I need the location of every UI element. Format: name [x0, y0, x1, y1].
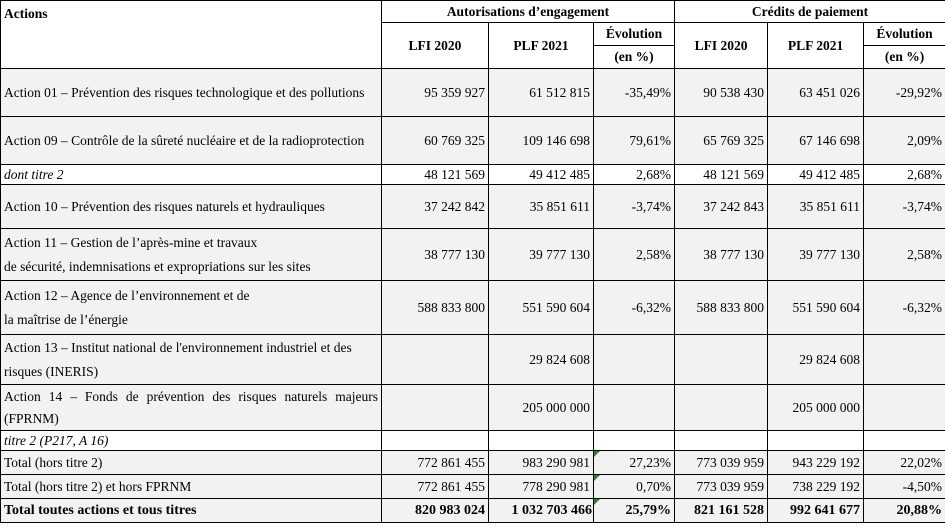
- ae-plf-cell: 49 412 485: [489, 165, 594, 185]
- ae-plf-cell: 778 290 981: [489, 475, 594, 499]
- cp-lfi-cell: 48 121 569: [675, 165, 768, 185]
- table-row-total-hors-fprnm: [1, 475, 945, 499]
- cp-evolution-cell: -3,74%: [864, 185, 945, 229]
- row-label: Action 13 – Institut national de l'environnement industriel et des risques (INERIS): [1, 335, 382, 385]
- ae-lfi-cell: 37 242 842: [382, 185, 489, 229]
- table-row-action-13: [1, 335, 945, 385]
- cp-lfi-cell: 588 833 800: [675, 281, 768, 335]
- ae-evolution-cell: -6,32%: [594, 281, 675, 335]
- cp-evolution-unit: (en %): [864, 46, 945, 69]
- cp-evolution-cell: [864, 335, 945, 385]
- ae-evolution-cell: [594, 385, 675, 431]
- cp-plf-cell: 63 451 026: [768, 69, 864, 117]
- cp-evolution-cell: [864, 385, 945, 431]
- ae-lfi-cell: 772 861 455: [382, 451, 489, 475]
- cp-evolution-header: Évolution: [864, 23, 945, 46]
- row-label-line-2: de sécurité, indemnisations et expropriations sur les sites: [4, 258, 311, 274]
- cp-plf-cell: 39 777 130: [768, 229, 864, 281]
- row-label: Action 01 – Prévention des risques technologique et des pollutions: [1, 69, 382, 117]
- ae-lfi-cell: 38 777 130: [382, 229, 489, 281]
- cp-lfi-cell: [675, 431, 768, 451]
- row-label: Action 09 – Contrôle de la sûreté nucléaire et de la radioprotection: [1, 117, 382, 165]
- cp-evolution-cell: 22,02%: [864, 451, 945, 475]
- row-label: Action 14 – Fonds de prévention des risques naturels majeurs (FPRNM): [1, 385, 382, 431]
- cp-lfi-cell: [675, 335, 768, 385]
- ae-lfi-cell: [382, 431, 489, 451]
- ae-lfi-cell: 772 861 455: [382, 475, 489, 499]
- ae-evolution-cell: 25,79%: [594, 499, 675, 523]
- ae-lfi-cell: 60 769 325: [382, 117, 489, 165]
- row-label: Total toutes actions et tous titres: [1, 499, 382, 523]
- cp-plf-cell: 35 851 611: [768, 185, 864, 229]
- ae-plf-cell: [489, 431, 594, 451]
- ae-plf-cell: 61 512 815: [489, 69, 594, 117]
- cp-lfi-cell: 90 538 430: [675, 69, 768, 117]
- cp-lfi-cell: 38 777 130: [675, 229, 768, 281]
- ae-evolution-cell: [594, 431, 675, 451]
- actions-header: Actions: [1, 1, 382, 69]
- cp-lfi-cell: [675, 385, 768, 431]
- cp-plf-cell: 49 412 485: [768, 165, 864, 185]
- cp-evolution-cell: -4,50%: [864, 475, 945, 499]
- table-row-action-01: [1, 69, 945, 117]
- cp-lfi-cell: 65 769 325: [675, 117, 768, 165]
- ae-lfi-header: LFI 2020: [382, 23, 489, 69]
- cp-plf-cell: 67 146 698: [768, 117, 864, 165]
- ae-evolution-cell: 2,58%: [594, 229, 675, 281]
- ae-plf-cell: 1 032 703 466: [489, 499, 594, 523]
- ae-lfi-cell: 95 359 927: [382, 69, 489, 117]
- cp-evolution-cell: 2,09%: [864, 117, 945, 165]
- ae-plf-cell: 39 777 130: [489, 229, 594, 281]
- row-label-line-1: Action 12 – Agence de l’environnement et de: [4, 287, 250, 303]
- table-row-action-11: [1, 229, 945, 281]
- cp-lfi-header: LFI 2020: [675, 23, 768, 69]
- ae-lfi-cell: 588 833 800: [382, 281, 489, 335]
- table-row-titre-2-p217: [1, 431, 945, 451]
- row-label-line-1: Action 11 – Gestion de l’après-mine et travaux: [4, 234, 258, 250]
- row-label: Action 10 – Prévention des risques naturels et hydrauliques: [1, 185, 382, 229]
- cp-evolution-cell: -29,92%: [864, 69, 945, 117]
- ae-plf-header: PLF 2021: [489, 23, 594, 69]
- cp-evolution-cell: -6,32%: [864, 281, 945, 335]
- row-label: titre 2 (P217, A 16): [1, 431, 382, 451]
- header-row-groups: [1, 1, 945, 23]
- table-row-action-10: [1, 185, 945, 229]
- ae-plf-cell: 205 000 000: [489, 385, 594, 431]
- row-label: dont titre 2: [1, 165, 382, 185]
- cp-plf-cell: [768, 431, 864, 451]
- row-label: Total (hors titre 2): [1, 451, 382, 475]
- ae-evolution-cell: 0,70%: [594, 475, 675, 499]
- ae-lfi-cell: [382, 335, 489, 385]
- cp-evolution-cell: 20,88%: [864, 499, 945, 523]
- cp-plf-cell: 29 824 608: [768, 335, 864, 385]
- cp-plf-cell: 205 000 000: [768, 385, 864, 431]
- row-label-line-2: la maîtrise de l’énergie: [4, 311, 128, 327]
- cp-evolution-cell: 2,58%: [864, 229, 945, 281]
- ae-evolution-cell: 79,61%: [594, 117, 675, 165]
- ae-plf-cell: 983 290 981: [489, 451, 594, 475]
- cp-lfi-cell: 773 039 959: [675, 475, 768, 499]
- cp-lfi-cell: 821 161 528: [675, 499, 768, 523]
- row-label: [1, 281, 382, 335]
- table-row-dont-titre-2: [1, 165, 945, 185]
- cp-plf-cell: 943 229 192: [768, 451, 864, 475]
- cp-evolution-cell: [864, 431, 945, 451]
- ae-lfi-cell: [382, 385, 489, 431]
- ae-evolution-cell: 2,68%: [594, 165, 675, 185]
- ae-evolution-unit: (en %): [594, 46, 675, 69]
- cp-evolution-cell: 2,68%: [864, 165, 945, 185]
- ae-evolution-cell: 27,23%: [594, 451, 675, 475]
- ae-group-header: Autorisations d’engagement: [382, 1, 675, 23]
- ae-evolution-cell: [594, 335, 675, 385]
- table-row-total-hors-titre-2: [1, 451, 945, 475]
- ae-lfi-cell: 820 983 024: [382, 499, 489, 523]
- ae-evolution-cell: -3,74%: [594, 185, 675, 229]
- ae-evolution-header: Évolution: [594, 23, 675, 46]
- ae-plf-cell: 551 590 604: [489, 281, 594, 335]
- ae-plf-cell: 35 851 611: [489, 185, 594, 229]
- ae-lfi-cell: 48 121 569: [382, 165, 489, 185]
- cp-lfi-cell: 37 242 843: [675, 185, 768, 229]
- ae-plf-cell: 29 824 608: [489, 335, 594, 385]
- table-row-action-12: [1, 281, 945, 335]
- table-row-action-09: [1, 117, 945, 165]
- cp-plf-cell: 992 641 677: [768, 499, 864, 523]
- table-row-action-14: [1, 385, 945, 431]
- row-label: [1, 229, 382, 281]
- cp-lfi-cell: 773 039 959: [675, 451, 768, 475]
- row-label: Total (hors titre 2) et hors FPRNM: [1, 475, 382, 499]
- cp-plf-header: PLF 2021: [768, 23, 864, 69]
- cp-plf-cell: 738 229 192: [768, 475, 864, 499]
- ae-evolution-cell: -35,49%: [594, 69, 675, 117]
- table-row-grand-total: [1, 499, 945, 523]
- ae-plf-cell: 109 146 698: [489, 117, 594, 165]
- cp-group-header: Crédits de paiement: [675, 1, 945, 23]
- cp-plf-cell: 551 590 604: [768, 281, 864, 335]
